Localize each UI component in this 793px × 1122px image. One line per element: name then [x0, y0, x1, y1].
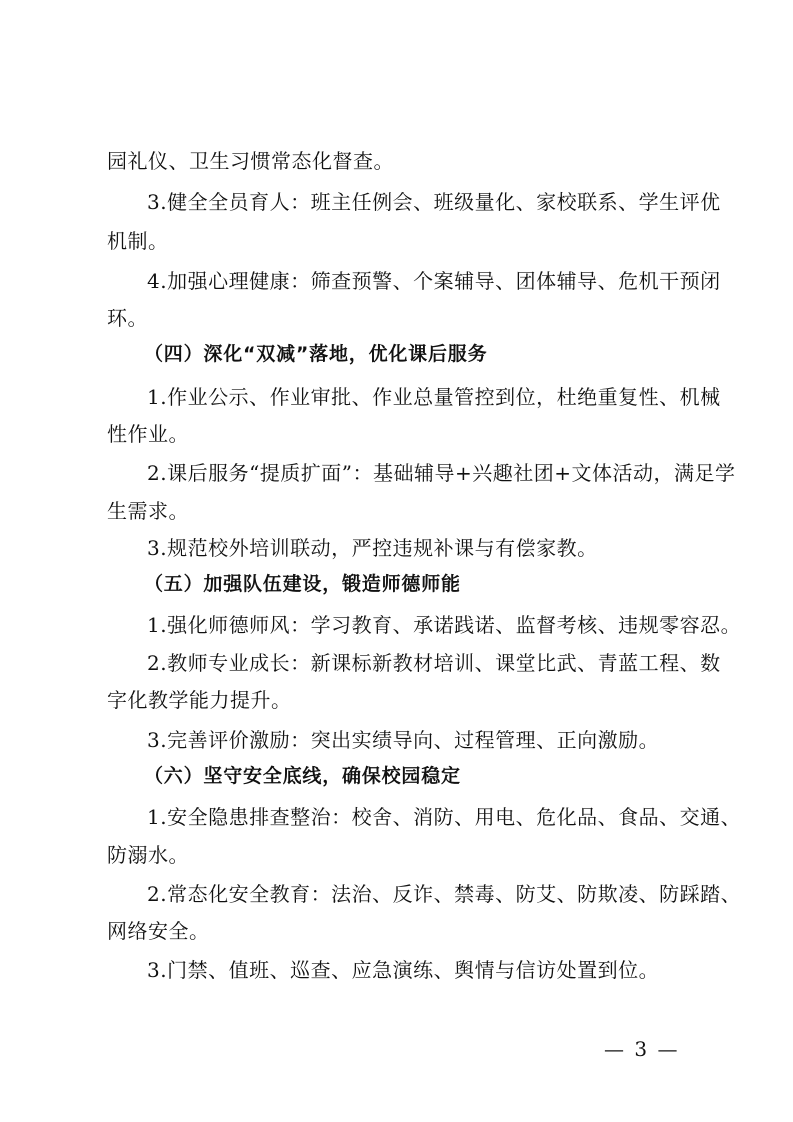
- text-line-18: 1.安全隐患排查整治：校舍、消防、用电、危化品、食品、交通、: [147, 805, 742, 829]
- text-line-10: 生需求。: [107, 499, 189, 523]
- text-line-3: 机制。: [107, 229, 169, 253]
- text-line-13: 1.强化师德师风：学习教育、承诺践诺、监督考核、违规零容忍。: [147, 613, 742, 637]
- section-heading-6: （六）坚守安全底线，确保校园稳定: [144, 765, 461, 787]
- page-number: — 3 —: [604, 1037, 680, 1061]
- text-line-22: 3.门禁、值班、巡查、应急演练、舆情与信访处置到位。: [147, 958, 660, 982]
- text-line-7: 1.作业公示、作业审批、作业总量管控到位，杜绝重复性、机械: [147, 385, 721, 409]
- text-line-8: 性作业。: [107, 422, 189, 446]
- text-line-14: 2.教师专业成长：新课标新教材培训、课堂比武、青蓝工程、数: [147, 651, 721, 675]
- text-line-19: 防溺水。: [107, 843, 189, 867]
- text-line-11: 3.规范校外培训联动，严控违规补课与有偿家教。: [147, 536, 598, 560]
- text-line-9: 2.课后服务“提质扩面”：基础辅导+兴趣社团+文体活动，满足学: [147, 461, 736, 485]
- text-line-21: 网络安全。: [107, 919, 210, 943]
- section-heading-5: （五）加强队伍建设，锻造师德师能: [144, 573, 461, 595]
- text-line-16: 3.完善评价激励：突出实绩导向、过程管理、正向激励。: [147, 728, 660, 752]
- section-heading-4: （四）深化“双减”落地，优化课后服务: [144, 343, 488, 365]
- text-line-1: 园礼仪、卫生习惯常态化督查。: [107, 149, 394, 173]
- text-line-5: 环。: [107, 306, 148, 330]
- text-line-4: 4.加强心理健康：筛查预警、个案辅导、团体辅导、危机干预闭: [147, 269, 721, 293]
- text-line-2: 3.健全全员育人：班主任例会、班级量化、家校联系、学生评优: [147, 190, 721, 214]
- text-line-20: 2.常态化安全教育：法治、反诈、禁毒、防艾、防欺凌、防踩踏、: [147, 882, 742, 906]
- text-line-15: 字化教学能力提升。: [107, 688, 292, 712]
